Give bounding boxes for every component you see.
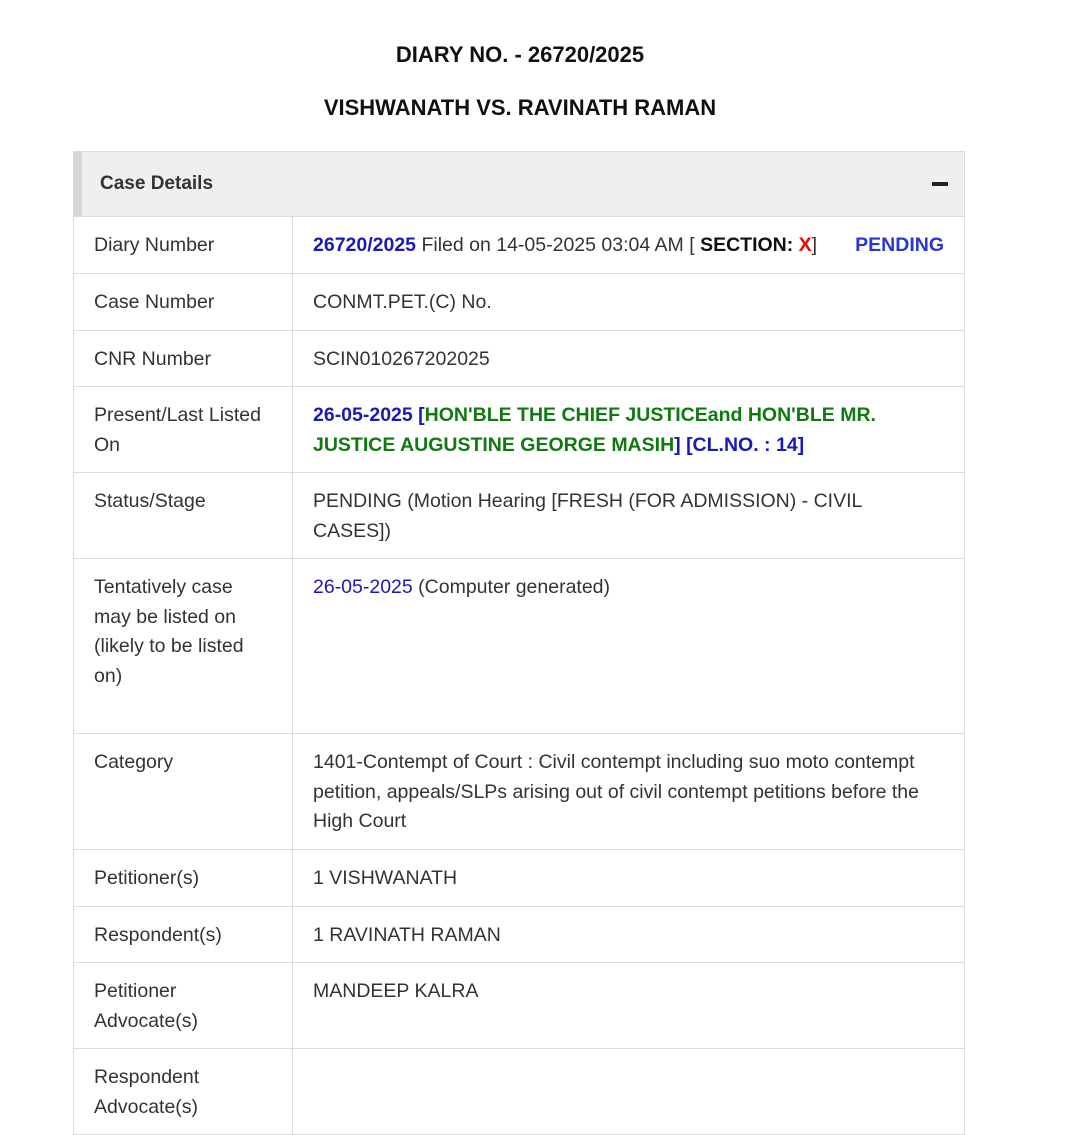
- diary-number-value: [293, 217, 965, 274]
- cnr-number-value: SCIN010267202025: [293, 330, 965, 387]
- category-label: Category: [74, 734, 293, 850]
- table-row: [74, 734, 964, 850]
- table-row: [74, 387, 964, 473]
- panel-title: Case Details: [100, 173, 214, 194]
- petitioner-advocate-label: Petitioner Advocate(s): [74, 963, 293, 1049]
- case-details-header[interactable]: [74, 152, 964, 216]
- respondents-label: Respondent(s): [74, 906, 293, 963]
- diary-number-label: Diary Number: [74, 217, 293, 274]
- petitioners-label: Petitioner(s): [74, 850, 293, 907]
- status-badge: PENDING: [855, 234, 944, 256]
- status-stage-label: Status/Stage: [74, 473, 293, 559]
- status-stage-value: PENDING (Motion Hearing [FRESH (FOR ADMISSION) - CIVIL CASES]): [293, 473, 965, 559]
- cause-list-number: ] [CL.NO. : 14]: [674, 433, 805, 456]
- table-row: [74, 963, 964, 1049]
- table-row: [74, 217, 964, 274]
- parties-title: VISHWANATH VS. RAVINATH RAMAN: [323, 95, 717, 120]
- section-label: SECTION:: [700, 234, 799, 256]
- tentative-note: (Computer generated): [412, 576, 611, 598]
- section-close: ]: [811, 234, 818, 256]
- table-row: [74, 330, 964, 387]
- cnr-number-label: CNR Number: [74, 330, 293, 387]
- filed-on-text: Filed on 14-05-2025 03:04 AM [: [416, 234, 701, 256]
- listed-date: 26-05-2025: [313, 404, 413, 426]
- case-number-value: CONMT.PET.(C) No.: [293, 274, 965, 331]
- diary-title: DIARY NO. - 26720/2025: [395, 42, 645, 67]
- category-value: 1401-Contempt of Court : Civil contempt including suo moto contempt petition, appeals/SLPs arising out of civil contempt petitions before the High Court: [293, 734, 965, 850]
- respondent-advocate-value: [293, 1049, 965, 1135]
- bench-open: [: [412, 404, 425, 426]
- table-row: [74, 274, 964, 331]
- case-details-table: [74, 216, 964, 1134]
- tentative-listing-value: [293, 559, 965, 734]
- bench-names: HON'BLE THE CHIEF JUSTICEand HON'BLE MR. JUSTICE AUGUSTINE GEORGE MASIH: [313, 404, 876, 456]
- tentative-listing-label: Tentatively case may be listed on (likely to be listed on): [74, 559, 293, 734]
- listed-on-label: Present/Last Listed On: [74, 387, 293, 473]
- respondent-advocate-label: Respondent Advocate(s): [74, 1049, 293, 1135]
- case-number-label: Case Number: [74, 274, 293, 331]
- listed-on-value: [293, 387, 965, 473]
- section-value: X: [798, 234, 812, 256]
- table-row: [74, 906, 964, 963]
- table-row: [74, 850, 964, 907]
- table-row: [74, 559, 964, 734]
- respondents-value: 1 RAVINATH RAMAN: [293, 906, 965, 963]
- table-row: [74, 1049, 964, 1135]
- petitioners-value: 1 VISHWANATH: [293, 850, 965, 907]
- case-details-panel: [73, 151, 965, 1135]
- petitioner-advocate-value: MANDEEP KALRA: [293, 963, 965, 1049]
- minus-icon[interactable]: [930, 174, 950, 194]
- tentative-date: 26-05-2025: [313, 576, 413, 598]
- diary-number: 26720/2025: [313, 234, 417, 256]
- table-row: [74, 473, 964, 559]
